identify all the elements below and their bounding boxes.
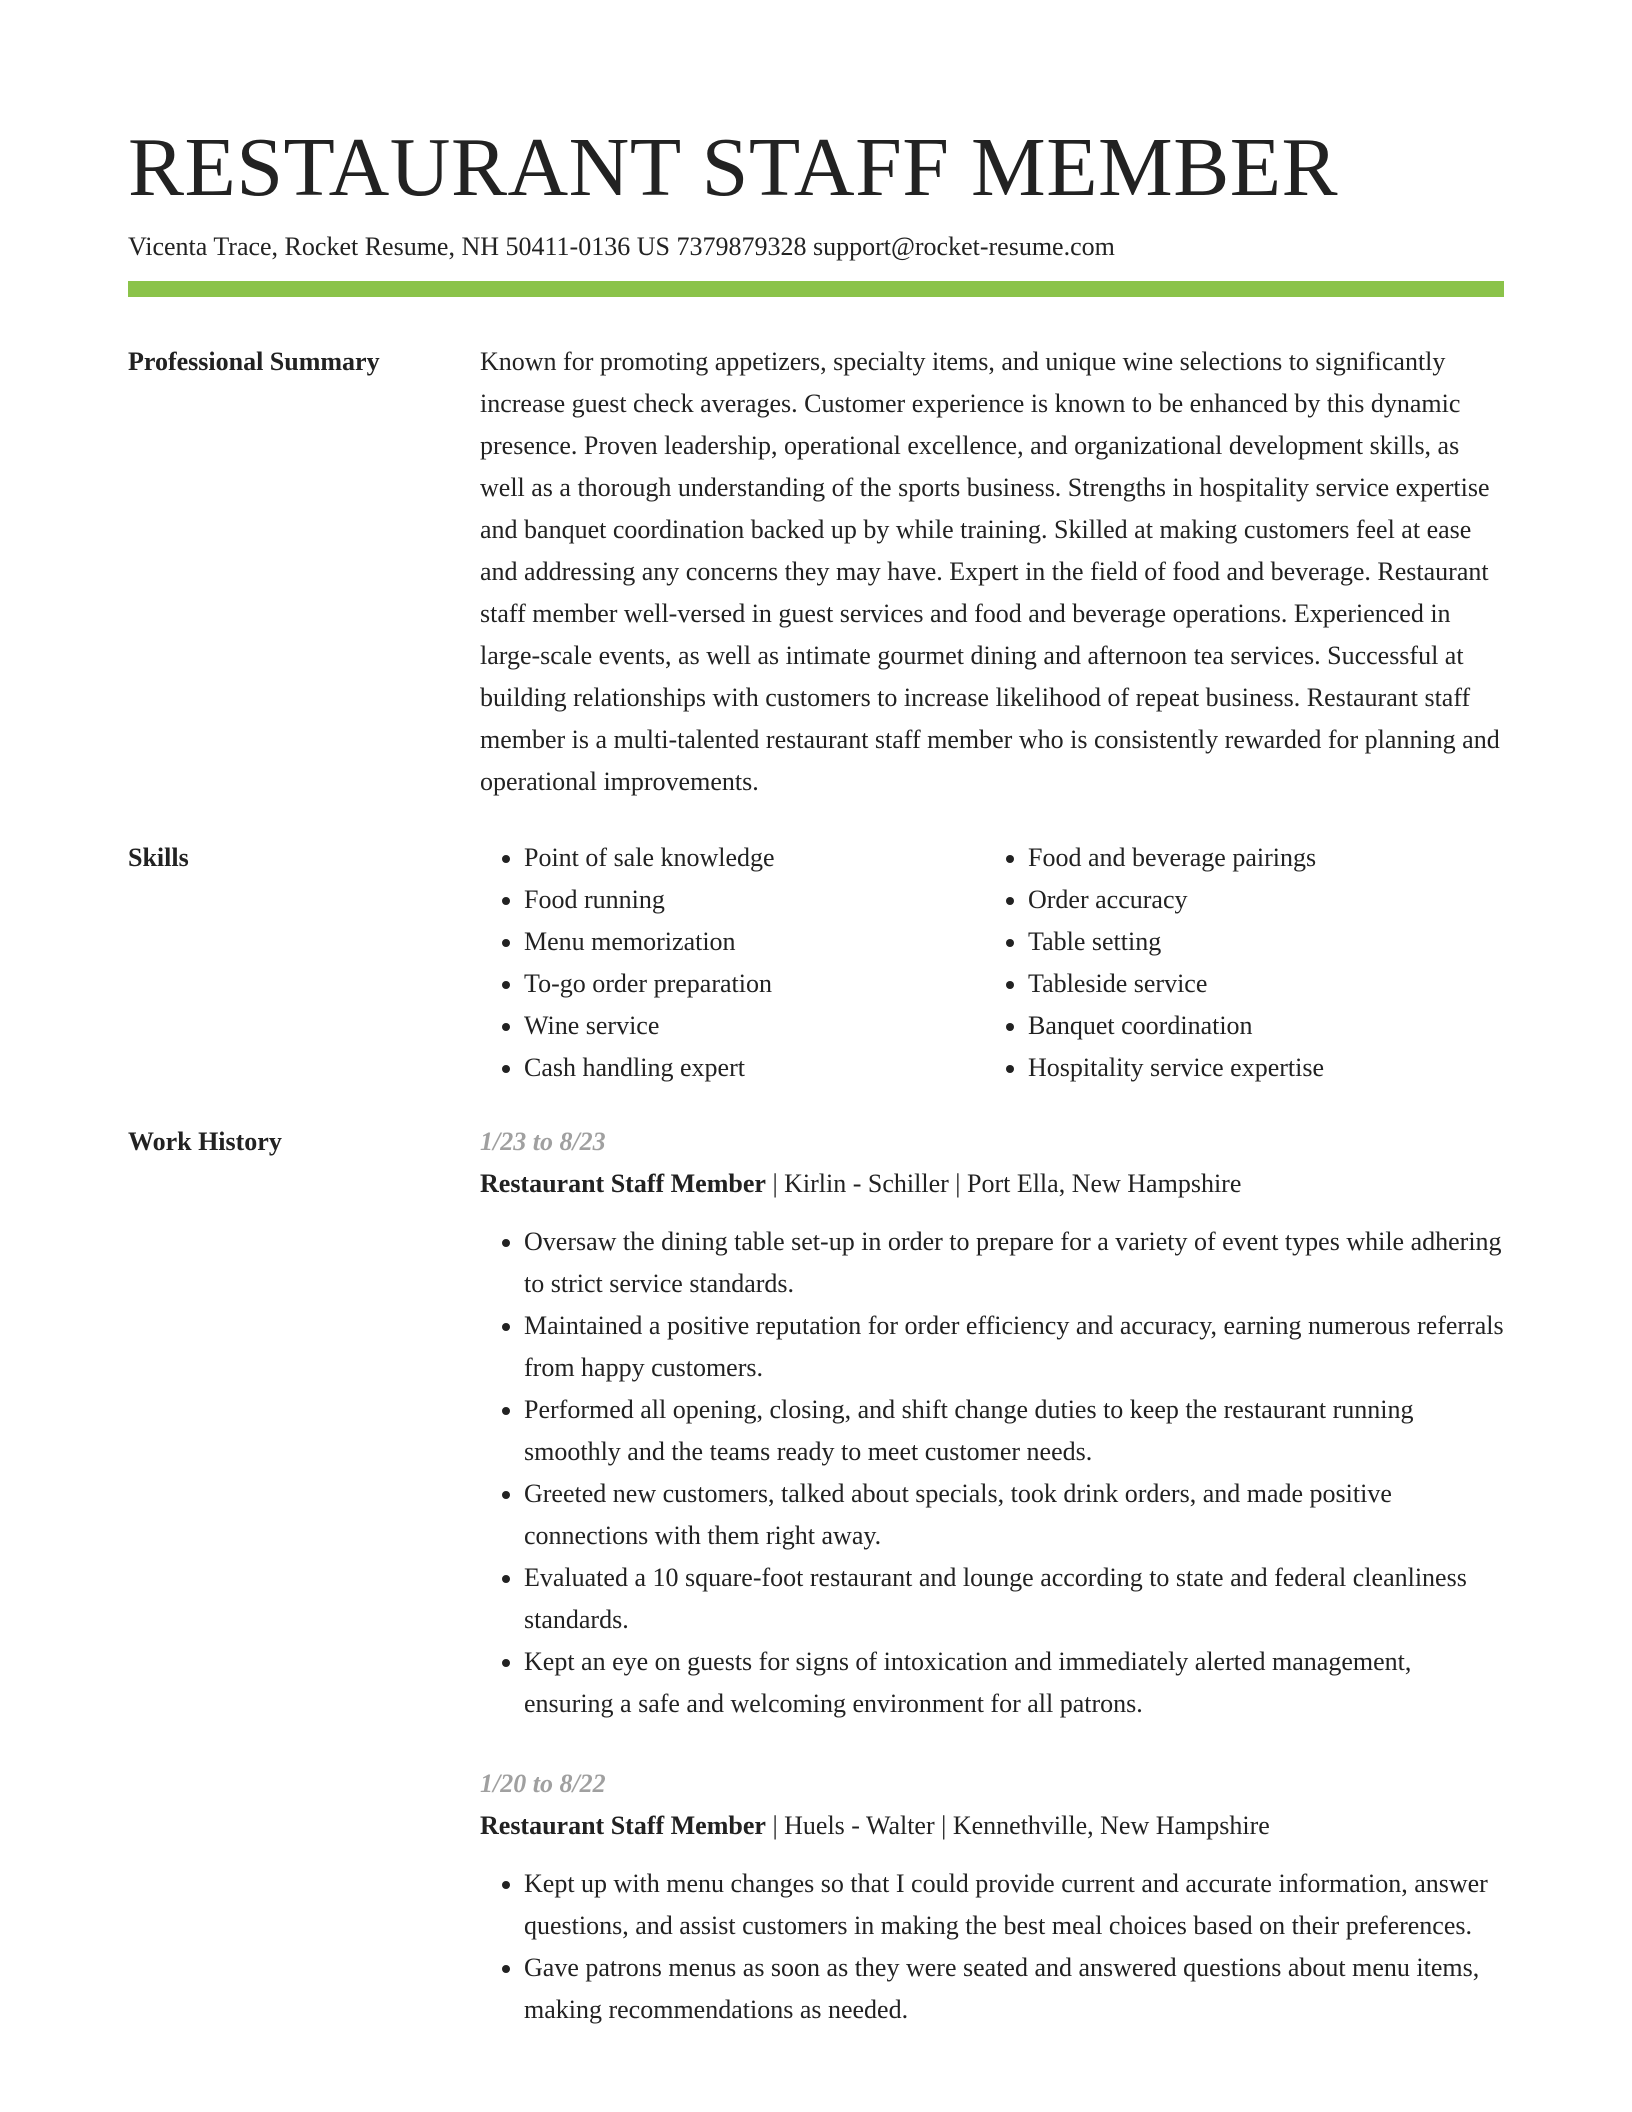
summary-body	[480, 341, 1504, 803]
skill-item: • Table setting	[1028, 921, 1488, 963]
summary-heading: Professional Summary	[128, 347, 380, 376]
job-bullet: • Performed all opening, closing, and shift change duties to keep the restaurant running smoothly and the teams ready to meet customer needs.	[524, 1389, 1504, 1473]
job-dates: 1/20 to 8/22	[480, 1769, 606, 1798]
job-bullet: • Greeted new customers, talked about specials, took drink orders, and made positive connections with them right away.	[524, 1473, 1504, 1557]
job-bullet: • Evaluated a 10 square-foot restaurant and lounge according to state and federal cleanliness standards.	[524, 1557, 1504, 1641]
contact-line	[128, 229, 1504, 265]
job-header	[480, 1805, 1504, 1847]
resume-page	[128, 0, 1504, 2069]
skill-item: • Food and beverage pairings	[1028, 837, 1488, 879]
contact-address: Vicenta Trace, Rocket Resume, NH 50411-0136 US	[128, 232, 670, 261]
job-header	[480, 1163, 1504, 1205]
header-divider	[128, 281, 1504, 297]
job-details: | Huels - Walter | Kennethville, New Hampshire	[765, 1811, 1270, 1840]
job-bullets	[480, 1863, 1504, 2031]
skills-column-left	[480, 837, 984, 1089]
resume-name: RESTAURANT STAFF MEMBER	[128, 121, 1339, 214]
job-title: Restaurant Staff Member	[480, 1169, 766, 1198]
skills-grid	[480, 837, 1504, 1089]
job-title: Restaurant Staff Member	[480, 1811, 766, 1840]
summary-section	[128, 341, 1504, 803]
job-bullet: • Gave patrons menus as soon as they were seated and answered questions about menu items, making recommendations as needed.	[524, 1947, 1504, 2031]
work-history-body	[480, 1121, 1504, 2069]
job-details: | Kirlin - Schiller | Port Ella, New Hampshire	[765, 1169, 1242, 1198]
summary-text: Known for promoting appetizers, specialty items, and unique wine selections to significantly increase guest check averages. Customer experience is known to be enhanced by this dynamic presence. Proven leadership, operational excellence, and organizational development skills, as well as a thorough understanding of the sports business. Strengths in hospitality service expertise and banquet coordination backed up by while training. Skilled at making customers feel at ease and addressing any concerns they may have. Expert in the field of food and beverage. Restaurant staff member well-versed in guest services and food and beverage operations. Experienced in large-scale events, as well as intimate gourmet dining and afternoon tea services. Successful at building relationships with customers to increase likelihood of repeat business. Restaurant staff member is a multi-talented restaurant staff member who is consistently rewarded for planning and operational improvements.	[480, 347, 1500, 796]
skills-section	[128, 837, 1504, 1089]
contact-phone: 7379879328	[676, 232, 807, 261]
job-bullet: • Kept an eye on guests for signs of intoxication and immediately alerted management, ensuring a safe and welcoming environment for all patrons.	[524, 1641, 1504, 1725]
job-entry	[480, 1763, 1504, 2031]
work-history-section	[128, 1121, 1504, 2069]
work-history-heading: Work History	[128, 1127, 282, 1156]
skill-item: • Cash handling expert	[524, 1047, 984, 1089]
skill-item: • To-go order preparation	[524, 963, 984, 1005]
skills-heading: Skills	[128, 843, 189, 872]
skill-item: • Menu memorization	[524, 921, 984, 963]
job-bullet: • Oversaw the dining table set-up in order to prepare for a variety of event types while adhering to strict service standards.	[524, 1221, 1504, 1305]
skill-item: • Banquet coordination	[1028, 1005, 1488, 1047]
job-bullet: • Kept up with menu changes so that I could provide current and accurate information, answer questions, and assist customers in making the best meal choices based on their preferences.	[524, 1863, 1504, 1947]
skill-item: • Order accuracy	[1028, 879, 1488, 921]
skills-column-right	[984, 837, 1488, 1089]
skill-item: • Wine service	[524, 1005, 984, 1047]
skill-item: • Food running	[524, 879, 984, 921]
job-bullet: • Maintained a positive reputation for order efficiency and accuracy, earning numerous referrals from happy customers.	[524, 1305, 1504, 1389]
skill-item: • Tableside service	[1028, 963, 1488, 1005]
skill-item: • Hospitality service expertise	[1028, 1047, 1488, 1089]
job-entry	[480, 1121, 1504, 1725]
job-dates: 1/23 to 8/23	[480, 1127, 606, 1156]
job-bullets	[480, 1221, 1504, 1725]
skill-item: • Point of sale knowledge	[524, 837, 984, 879]
contact-email: support@rocket-resume.com	[812, 232, 1115, 261]
